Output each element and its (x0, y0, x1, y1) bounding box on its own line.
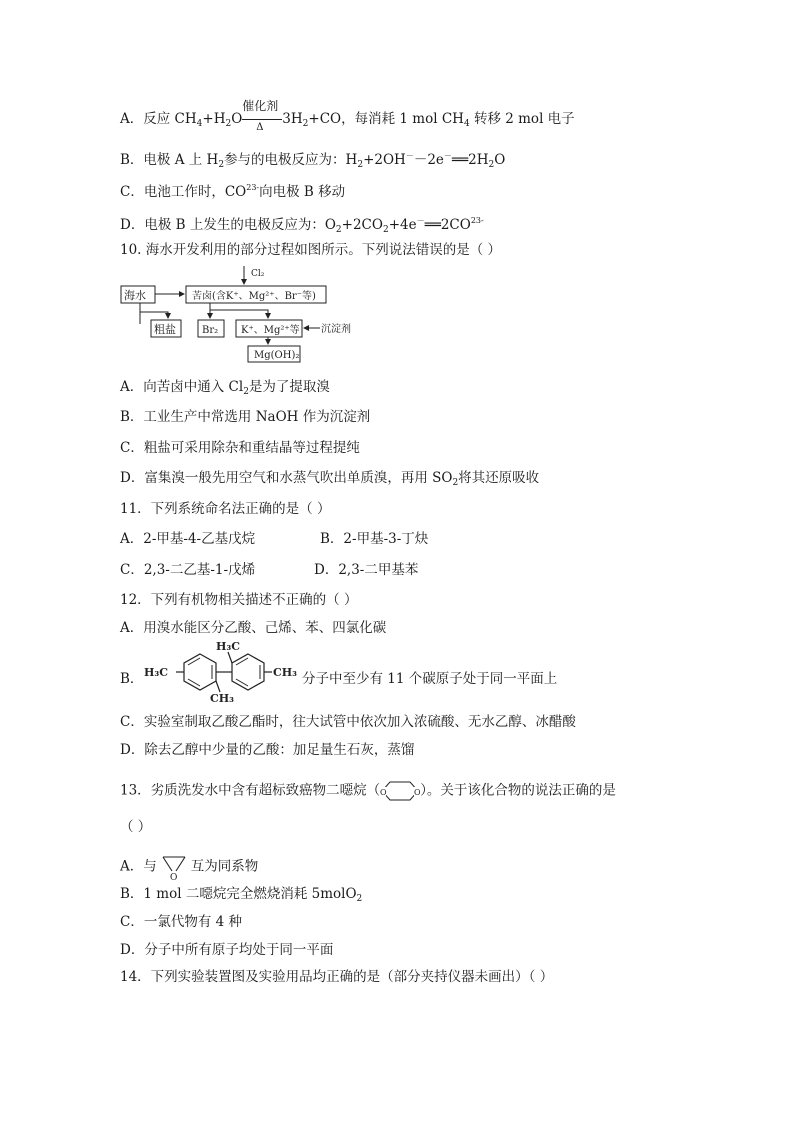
dioxane-ring-icon (380, 780, 420, 802)
crude-salt-label: 粗盐 (154, 323, 176, 336)
q11-option-b[interactable]: B．2-甲基-3-丁炔 (320, 531, 429, 547)
q13-stem: 13．劣质洗发水中含有超标致癌物二噁烷（ O O ）。关于该化合物的说法正确的是 (120, 780, 616, 802)
mgoh2-label: Mg(OH)₂ (254, 350, 300, 361)
seawater-flow-diagram (118, 262, 358, 364)
methyl-right-label: CH₃ (273, 666, 297, 679)
svg-text:O: O (414, 788, 421, 797)
q12-stem: 12．下列有机物相关描述不正确的（ ） (120, 592, 358, 608)
q11-option-c[interactable]: C．2,3-二乙基-1-戊烯 (120, 562, 256, 578)
q11-option-d[interactable]: D．2,3-二甲基苯 (314, 562, 419, 578)
q9-option-c[interactable]: C．电池工作时，$CO^{23-}$向电极 B 移动 (120, 183, 346, 200)
q12-option-b-text: 分子中至少有 11 个碳原子处于同一平面上 (302, 671, 558, 687)
dimethylbiphenyl-structure (144, 640, 304, 704)
q11-option-a[interactable]: A．2-甲基-4-乙基戊烷 (120, 531, 256, 547)
q10-option-a[interactable]: A．向苦卤中通入 $Cl_2$是为了提取溴 (120, 379, 330, 397)
q11-stem: 11．下列系统命名法正确的是（ ） (120, 501, 331, 517)
precipitant-label: 沉淀剂 (321, 324, 351, 335)
methyl-top-label: H₃C (216, 640, 240, 653)
q10-stem: 10. 海水开发利用的部分过程如图所示。下列说法错误的是（ ） (120, 242, 502, 258)
q13-option-d[interactable]: D．分子中所有原子均处于同一平面 (120, 942, 334, 958)
methyl-left-label: H₃C (144, 666, 168, 679)
epoxide-icon (157, 853, 191, 881)
q10-option-b[interactable]: B．工业生产中常选用 NaOH 作为沉淀剂 (120, 409, 371, 425)
bittern-label: 苦卤(含K⁺、Mg²⁺、Br⁻等) (192, 291, 316, 302)
q12-option-c[interactable]: C．实验室制取乙酸乙酯时，往大试管中依次加入浓硫酸、无水乙醇、冰醋酸 (120, 714, 576, 730)
cl2-label: Cl₂ (251, 269, 265, 279)
q13-option-a[interactable]: A．与 O 互为同系物 (120, 853, 258, 881)
methyl-bottom-label: CH₃ (210, 692, 234, 704)
br2-label: Br₂ (202, 325, 219, 336)
q10-option-d[interactable]: D．富集溴一般先用空气和水蒸气吹出单质溴，再用 $SO_2$将其还原吸收 (120, 470, 540, 488)
catalyst-arrow: 催化剂 Δ (242, 111, 282, 129)
q9-option-b[interactable]: B．电极 A 上 $H_2$参与的电极反应为：$H_2+2OH^--2e^-══2H_2O$ (120, 151, 506, 170)
q12-option-d[interactable]: D．除去乙醇中少量的乙酸：加足量生石灰，蒸馏 (120, 742, 415, 758)
k-mg-label: K⁺、Mg²⁺等 (241, 325, 300, 336)
q12-option-a[interactable]: A．用溴水能区分乙酸、己烯、苯、四氯化碳 (120, 620, 387, 636)
q13-option-b[interactable]: B．1 mol 二噁烷完全燃烧消耗 5molO$_2$ (120, 886, 363, 904)
q9-option-d[interactable]: D．电极 B 上发生的电极反应为：$O_2+2CO_2+4e^-══2CO^{23-}$ (120, 216, 484, 235)
q14-stem: 14．下列实验装置图及实验用品均正确的是（部分夹持仪器未画出）（ ） (120, 969, 554, 985)
q9-option-a[interactable]: A．反应 $CH_4+H_2O$ 催化剂 Δ $3H_2+CO$，每消耗 1 mol $CH_4$ 转移 2 mol 电子 (120, 98, 575, 133)
svg-text:O: O (169, 873, 178, 881)
q10-option-c[interactable]: C．粗盐可采用除杂和重结晶等过程提纯 (120, 440, 360, 456)
q13-option-c[interactable]: C．一氯代物有 4 种 (120, 914, 243, 930)
q12-option-b-label[interactable]: B． (120, 671, 144, 687)
seawater-label: 海水 (124, 289, 146, 302)
svg-text:O: O (380, 788, 387, 797)
q13-paren: （ ） (120, 819, 152, 835)
